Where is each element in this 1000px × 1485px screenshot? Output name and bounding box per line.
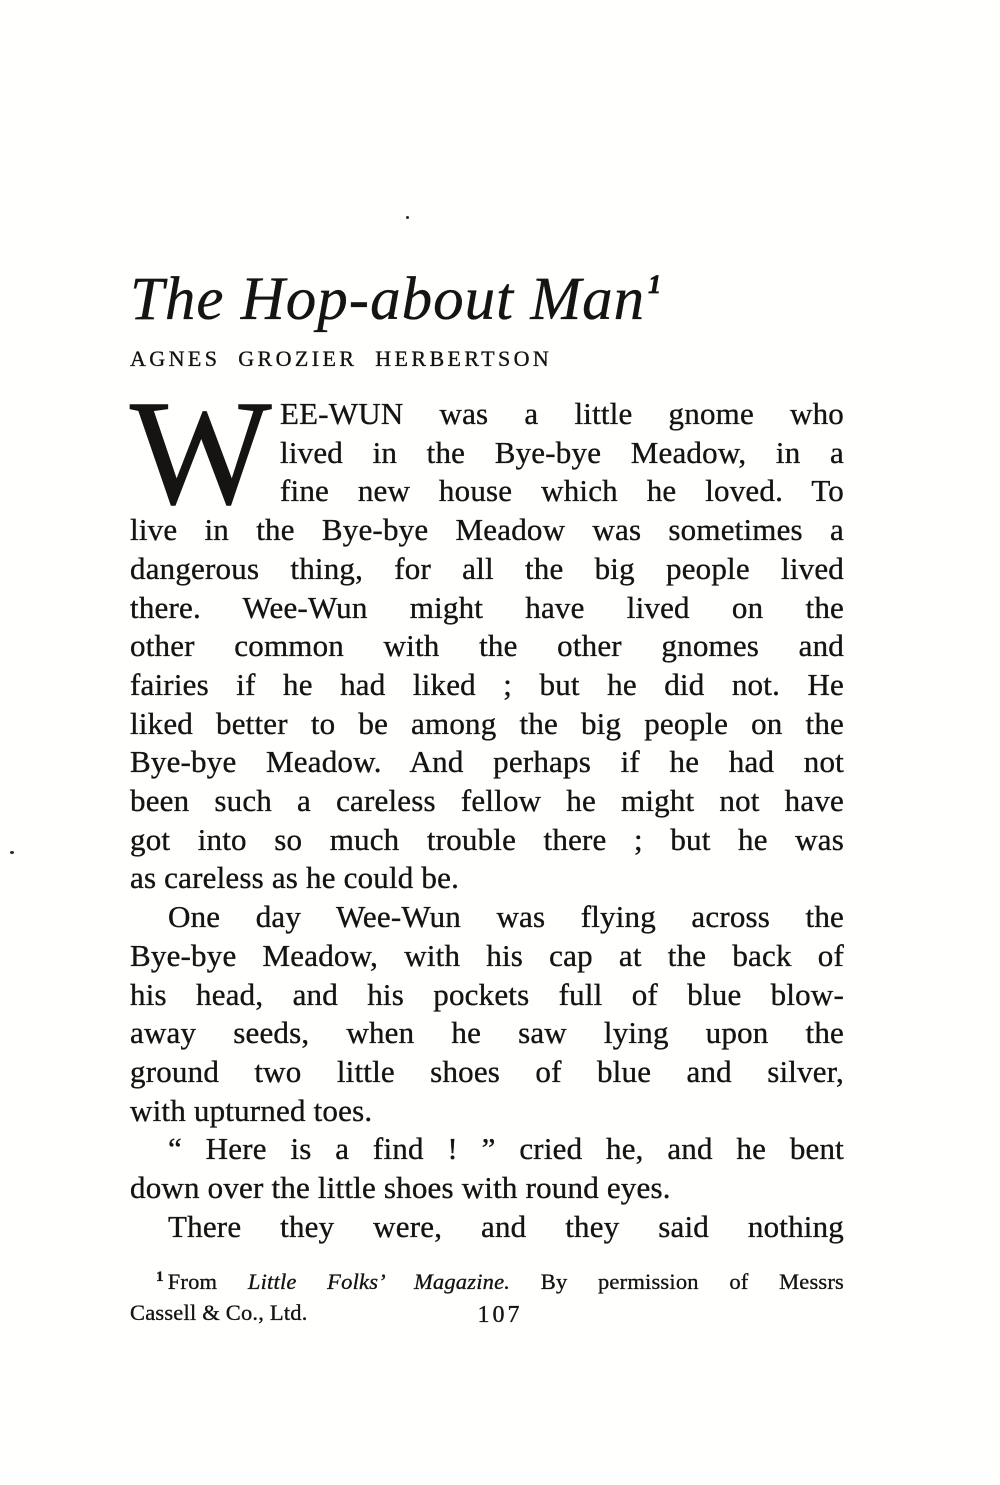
text-line: down over the little shoes with round eyes.: [130, 1170, 671, 1206]
text-line: liked better to be among the big people on the: [130, 705, 844, 741]
page-title: [130, 252, 844, 333]
text-line: Bye-bye Meadow. And perhaps if he had not: [130, 744, 844, 780]
page-number: 107: [477, 1302, 523, 1328]
text-line: got into so much trouble there ; but he was: [130, 821, 844, 857]
paragraph-4: [130, 1208, 844, 1247]
footnote-reference-mark: 1: [648, 270, 663, 299]
footnote-line: [130, 1262, 844, 1297]
text-line: ground two little shoes of blue and silver,: [130, 1053, 844, 1089]
text-line: lived in the Bye-bye Meadow, in a: [280, 434, 844, 470]
body-text: [130, 370, 845, 1328]
text-line: One day Wee-Wun was flying across the: [168, 899, 844, 935]
source-title: Little Folks’ Magazine.: [247, 1269, 511, 1295]
author-byline: AGNES GROZIER HERBERTSON: [130, 346, 553, 371]
footnote-marker: 1: [156, 1269, 164, 1286]
text-line: “ Here is a find ! ” cried he, and he bent: [168, 1131, 844, 1167]
text-line: there. Wee-Wun might have lived on the: [130, 589, 844, 625]
text-line: fairies if he had liked ; but he did not. He: [130, 666, 844, 702]
paragraph-3: [130, 1130, 844, 1207]
text-line: EE-WUN was a little gnome who: [280, 396, 844, 431]
paragraph-2: [130, 898, 844, 1130]
scan-speck: [10, 851, 14, 854]
text-line: as careless as he could be.: [130, 860, 460, 896]
text-line: with upturned toes.: [130, 1092, 373, 1128]
footnote-text: By permission of Messrs: [540, 1269, 845, 1295]
text-line: live in the Bye-bye Meadow was sometimes a: [130, 512, 844, 548]
text-line: fine new house which he loved. To: [280, 473, 844, 509]
story-title-text: The Hop-about Man: [130, 266, 646, 333]
text-line: Bye-bye Meadow, with his cap at the back of: [130, 937, 844, 973]
text-line: been such a careless fellow he might not have: [130, 783, 844, 819]
text-line: his head, and his pockets full of blue blow-: [130, 976, 844, 1012]
text-line: away seeds, when he saw lying upon the: [130, 1015, 844, 1051]
drop-cap-initial: W: [130, 370, 272, 536]
scan-speck: [406, 216, 409, 219]
footnote-text: From: [167, 1269, 218, 1295]
text-line: dangerous thing, for all the big people lived: [130, 550, 844, 586]
page-content: [130, 252, 844, 1328]
text-line: There they were, and they said nothing: [168, 1208, 844, 1244]
footnote-line: Cassell & Co., Ltd.: [130, 1300, 308, 1326]
text-line: other common with the other gnomes and: [130, 628, 844, 664]
paragraph-1: [130, 370, 844, 898]
